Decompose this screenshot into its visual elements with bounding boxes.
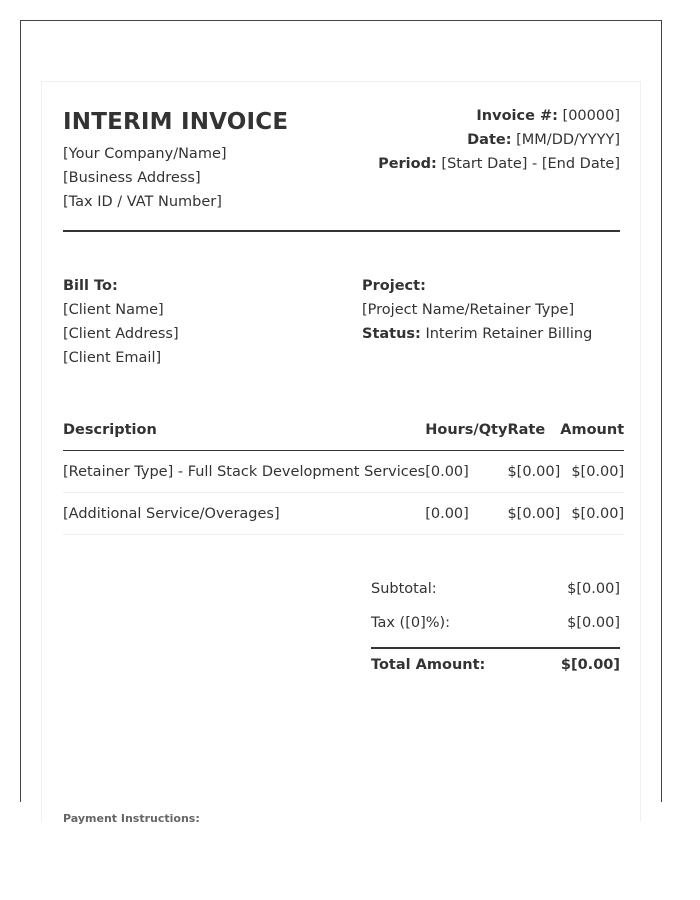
column-header-hours-qty: Hours/Qty xyxy=(425,409,507,451)
invoice-period-label: Period: xyxy=(378,156,437,172)
project-status-value: Interim Retainer Billing xyxy=(425,326,593,342)
invoice-number-line xyxy=(378,104,620,128)
project-label: Project: xyxy=(362,278,426,294)
document-frame xyxy=(20,20,662,825)
project-block xyxy=(362,274,592,346)
total-label: Total Amount: xyxy=(371,657,486,673)
client-email: [Client Email] xyxy=(63,350,162,366)
row-amount: $[0.00] xyxy=(560,451,624,493)
sender-address: [Business Address] xyxy=(63,170,201,186)
table-row xyxy=(63,451,624,493)
client-name: [Client Name] xyxy=(63,302,164,318)
invoice-date-line xyxy=(378,128,620,152)
invoice-number-value: [00000] xyxy=(562,108,620,124)
project-status-line xyxy=(362,322,592,346)
payment-instructions-label: Payment Instructions: xyxy=(63,812,200,825)
subtotal-row xyxy=(371,574,620,608)
column-header-description: Description xyxy=(63,409,425,451)
row-rate: $[0.00] xyxy=(507,451,560,493)
tax-label: Tax ([0]%): xyxy=(371,615,451,631)
invoice-date-label: Date: xyxy=(467,132,512,148)
invoice-number-label: Invoice #: xyxy=(476,108,558,124)
row-amount: $[0.00] xyxy=(560,493,624,535)
column-header-rate: Rate xyxy=(507,409,560,451)
row-description: [Retainer Type] - Full Stack Development Services xyxy=(63,451,425,493)
invoice-period-value: [Start Date] - [End Date] xyxy=(441,156,620,172)
row-description: [Additional Service/Overages] xyxy=(63,493,425,535)
subtotal-value: $[0.00] xyxy=(567,581,620,597)
sender-tax-id: [Tax ID / VAT Number] xyxy=(63,194,222,210)
totals-block xyxy=(371,574,620,687)
column-header-amount: Amount xyxy=(560,409,624,451)
total-value: $[0.00] xyxy=(560,657,620,673)
invoice-date-value: [MM/DD/YYYY] xyxy=(516,132,620,148)
project-status-label: Status: xyxy=(362,326,421,342)
sender-company: [Your Company/Name] xyxy=(63,146,227,162)
header-divider xyxy=(63,230,620,232)
project-name: [Project Name/Retainer Type] xyxy=(362,302,575,318)
subtotal-label: Subtotal: xyxy=(371,581,437,597)
invoice-period-line xyxy=(378,152,620,176)
invoice-paper xyxy=(41,81,641,825)
line-items-table xyxy=(63,409,624,535)
row-hours-qty: [0.00] xyxy=(425,493,507,535)
tax-value: $[0.00] xyxy=(567,615,620,631)
sender-block xyxy=(63,142,227,214)
row-rate: $[0.00] xyxy=(507,493,560,535)
row-hours-qty: [0.00] xyxy=(425,451,507,493)
tax-row xyxy=(371,608,620,642)
bill-to-label: Bill To: xyxy=(63,278,118,294)
invoice-title: INTERIM INVOICE xyxy=(63,109,289,135)
table-header-row xyxy=(63,409,624,451)
bill-to-block xyxy=(63,274,179,370)
table-row xyxy=(63,493,624,535)
total-row xyxy=(371,649,620,687)
invoice-meta xyxy=(378,104,620,176)
client-address: [Client Address] xyxy=(63,326,179,342)
